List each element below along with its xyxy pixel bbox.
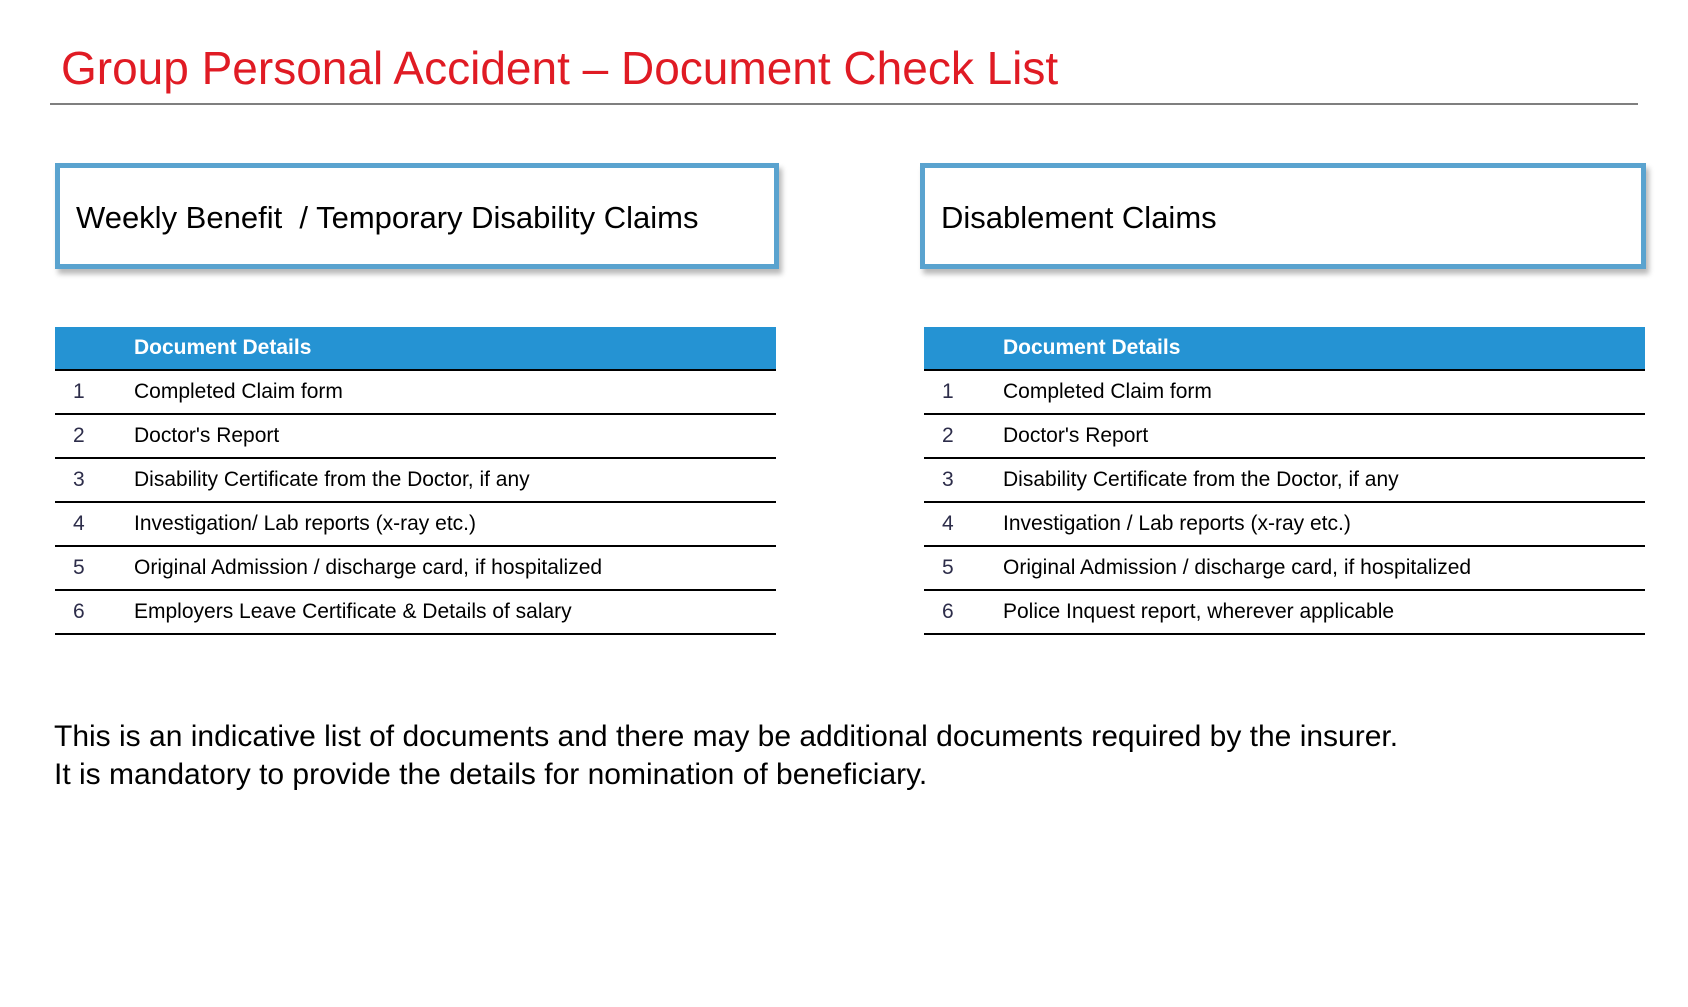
row-number: 1 (55, 370, 134, 414)
row-number: 4 (55, 502, 134, 546)
table-header-row (924, 327, 1645, 370)
row-number: 4 (924, 502, 1003, 546)
weekly-benefit-heading-box (55, 163, 779, 269)
row-document: Disability Certificate from the Doctor, if any (1003, 458, 1645, 502)
table-header-num (55, 327, 134, 370)
row-document: Doctor's Report (134, 414, 776, 458)
row-number: 5 (924, 546, 1003, 590)
footnote (54, 718, 1398, 794)
row-document: Doctor's Report (1003, 414, 1645, 458)
table-header-label: Document Details (1003, 327, 1645, 370)
row-number: 1 (924, 370, 1003, 414)
title-divider (50, 103, 1638, 105)
disablement-heading: Disablement Claims (941, 200, 1217, 235)
table-row (924, 370, 1645, 414)
table-row (924, 414, 1645, 458)
table-row (55, 414, 776, 458)
row-document: Disability Certificate from the Doctor, if any (134, 458, 776, 502)
row-document: Investigation / Lab reports (x-ray etc.) (1003, 502, 1645, 546)
table-row (924, 502, 1645, 546)
table-row (55, 502, 776, 546)
table-row (924, 458, 1645, 502)
row-number: 6 (55, 590, 134, 634)
row-number: 6 (924, 590, 1003, 634)
page-title: Group Personal Accident – Document Check List (61, 42, 1059, 94)
table-row (55, 370, 776, 414)
table-row (55, 590, 776, 634)
row-document: Completed Claim form (134, 370, 776, 414)
row-number: 2 (924, 414, 1003, 458)
row-number: 3 (924, 458, 1003, 502)
weekly-benefit-heading: Weekly Benefit / Temporary Disability Claims (76, 200, 699, 235)
row-document: Investigation/ Lab reports (x-ray etc.) (134, 502, 776, 546)
row-document: Police Inquest report, wherever applicable (1003, 590, 1645, 634)
row-number: 2 (55, 414, 134, 458)
table-header-row (55, 327, 776, 370)
row-number: 3 (55, 458, 134, 502)
row-document: Original Admission / discharge card, if hospitalized (1003, 546, 1645, 590)
footnote-line: This is an indicative list of documents and there may be additional documents required by the insurer. (54, 720, 1399, 753)
table-row (924, 590, 1645, 634)
table-header-label: Document Details (134, 327, 776, 370)
weekly-benefit-document-table (55, 327, 776, 635)
footnote-line: It is mandatory to provide the details for nomination of beneficiary. (54, 758, 928, 791)
disablement-heading-box (920, 163, 1646, 269)
row-document: Original Admission / discharge card, if hospitalized (134, 546, 776, 590)
row-document: Completed Claim form (1003, 370, 1645, 414)
row-number: 5 (55, 546, 134, 590)
table-header-num (924, 327, 1003, 370)
table-row (55, 458, 776, 502)
table-row (924, 546, 1645, 590)
row-document: Employers Leave Certificate & Details of salary (134, 590, 776, 634)
table-row (55, 546, 776, 590)
disablement-document-table (924, 327, 1645, 635)
